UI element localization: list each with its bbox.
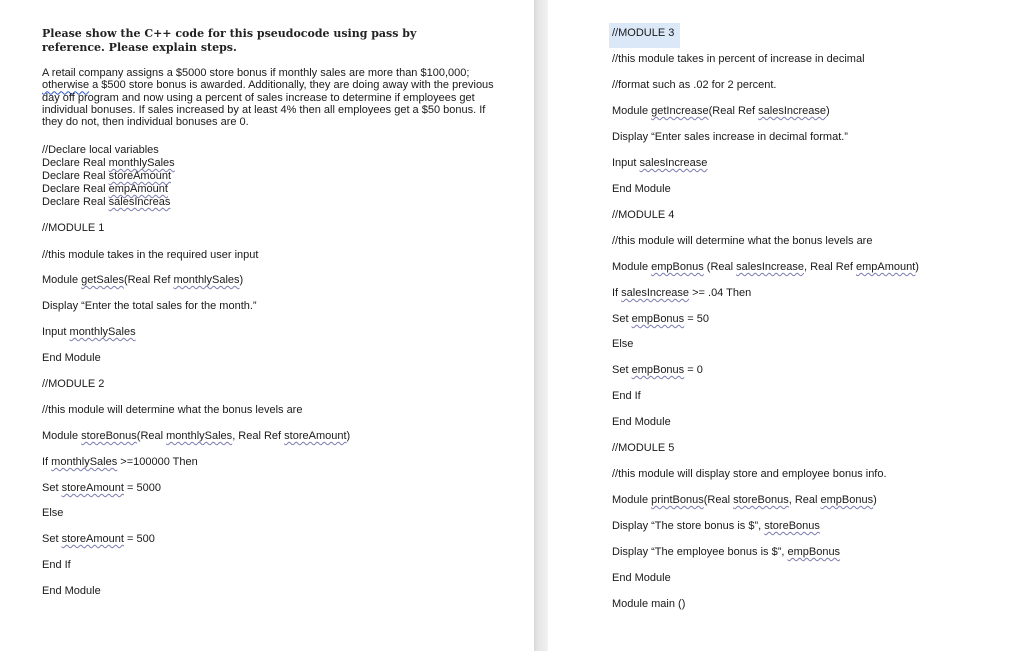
module-2-signature: Module storeBonus(Real monthlySales, Real Ref storeAmount) [42,430,351,442]
module-3-end: End Module [612,183,671,195]
module-1-title: //MODULE 1 [42,222,105,234]
module-5-display: Display “The employee bonus is $”, empBonus [612,546,841,558]
module-2-if: If monthlySales >=100000 Then [42,456,198,468]
module-3-comment: //format such as .02 for 2 percent. [612,79,777,91]
module-4-if: If salesIncrease >= .04 Then [612,287,752,299]
module-5-comment: //this module will display store and employee bonus info. [612,468,887,480]
module-1-input: Input monthlySales [42,326,136,338]
module-4-title: //MODULE 4 [612,209,675,221]
module-2-set: Set storeAmount = 500 [42,533,155,545]
module-5-title: //MODULE 5 [612,442,675,454]
declare-line: Declare Real salesIncreas [42,196,171,208]
module-3-input: Input salesIncrease [612,157,708,169]
module-4-endif: End If [612,390,641,402]
declare-comment: //Declare local variables [42,144,159,156]
question-heading: Please show the C++ code for this pseudocode using pass by reference. Please explain steps. [42,27,417,54]
module-1-comment: //this module takes in the required user input [42,249,259,261]
problem-description: A retail company assigns a $5000 store bonus if monthly sales are more than $100,000; otherwise a $500 store bonus is awarded. Additionally, they are doing away with the previous day off program and now using a percent of sales increase to determine if employees get individual bonuses. If sales increased by at least 4% then all employees get a $50 bonus. If they do not, then individual bonuses are 0. [42,67,494,129]
module-3-signature: Module getIncrease(Real Ref salesIncrease) [612,105,830,117]
module-3-title: //MODULE 3 [612,27,675,39]
module-4-signature: Module empBonus (Real salesIncrease, Real Ref empAmount) [612,261,919,273]
module-2-title: //MODULE 2 [42,378,105,390]
module-2-comment: //this module will determine what the bonus levels are [42,404,303,416]
module-4-end: End Module [612,416,671,428]
module-1-end: End Module [42,352,101,364]
module-3-display: Display “Enter sales increase in decimal format.” [612,131,848,143]
module-2-set: Set storeAmount = 5000 [42,482,161,494]
module-5-signature: Module printBonus(Real storeBonus, Real empBonus) [612,494,877,506]
module-2-endif: End If [42,559,71,571]
module-1-signature: Module getSales(Real Ref monthlySales) [42,274,244,286]
module-2-else: Else [42,507,64,519]
declare-line: Declare Real storeAmount [42,170,172,182]
module-4-else: Else [612,338,634,350]
module-3-comment: //this module takes in percent of increase in decimal [612,53,865,65]
module-4-set: Set empBonus = 50 [612,313,709,325]
module-4-comment: //this module will determine what the bonus levels are [612,235,873,247]
module-5-end: End Module [612,572,671,584]
module-4-set: Set empBonus = 0 [612,364,703,376]
module-1-display: Display “Enter the total sales for the month.” [42,300,257,312]
module-main: Module main () [612,598,686,610]
grammar-flag-word: otherwise [42,79,90,92]
module-5-display: Display “The store bonus is $”, storeBonus [612,520,820,532]
module-2-end: End Module [42,585,101,597]
page-divider [534,0,548,651]
declare-line: Declare Real empAmount [42,183,168,195]
declare-line: Declare Real monthlySales [42,157,175,169]
